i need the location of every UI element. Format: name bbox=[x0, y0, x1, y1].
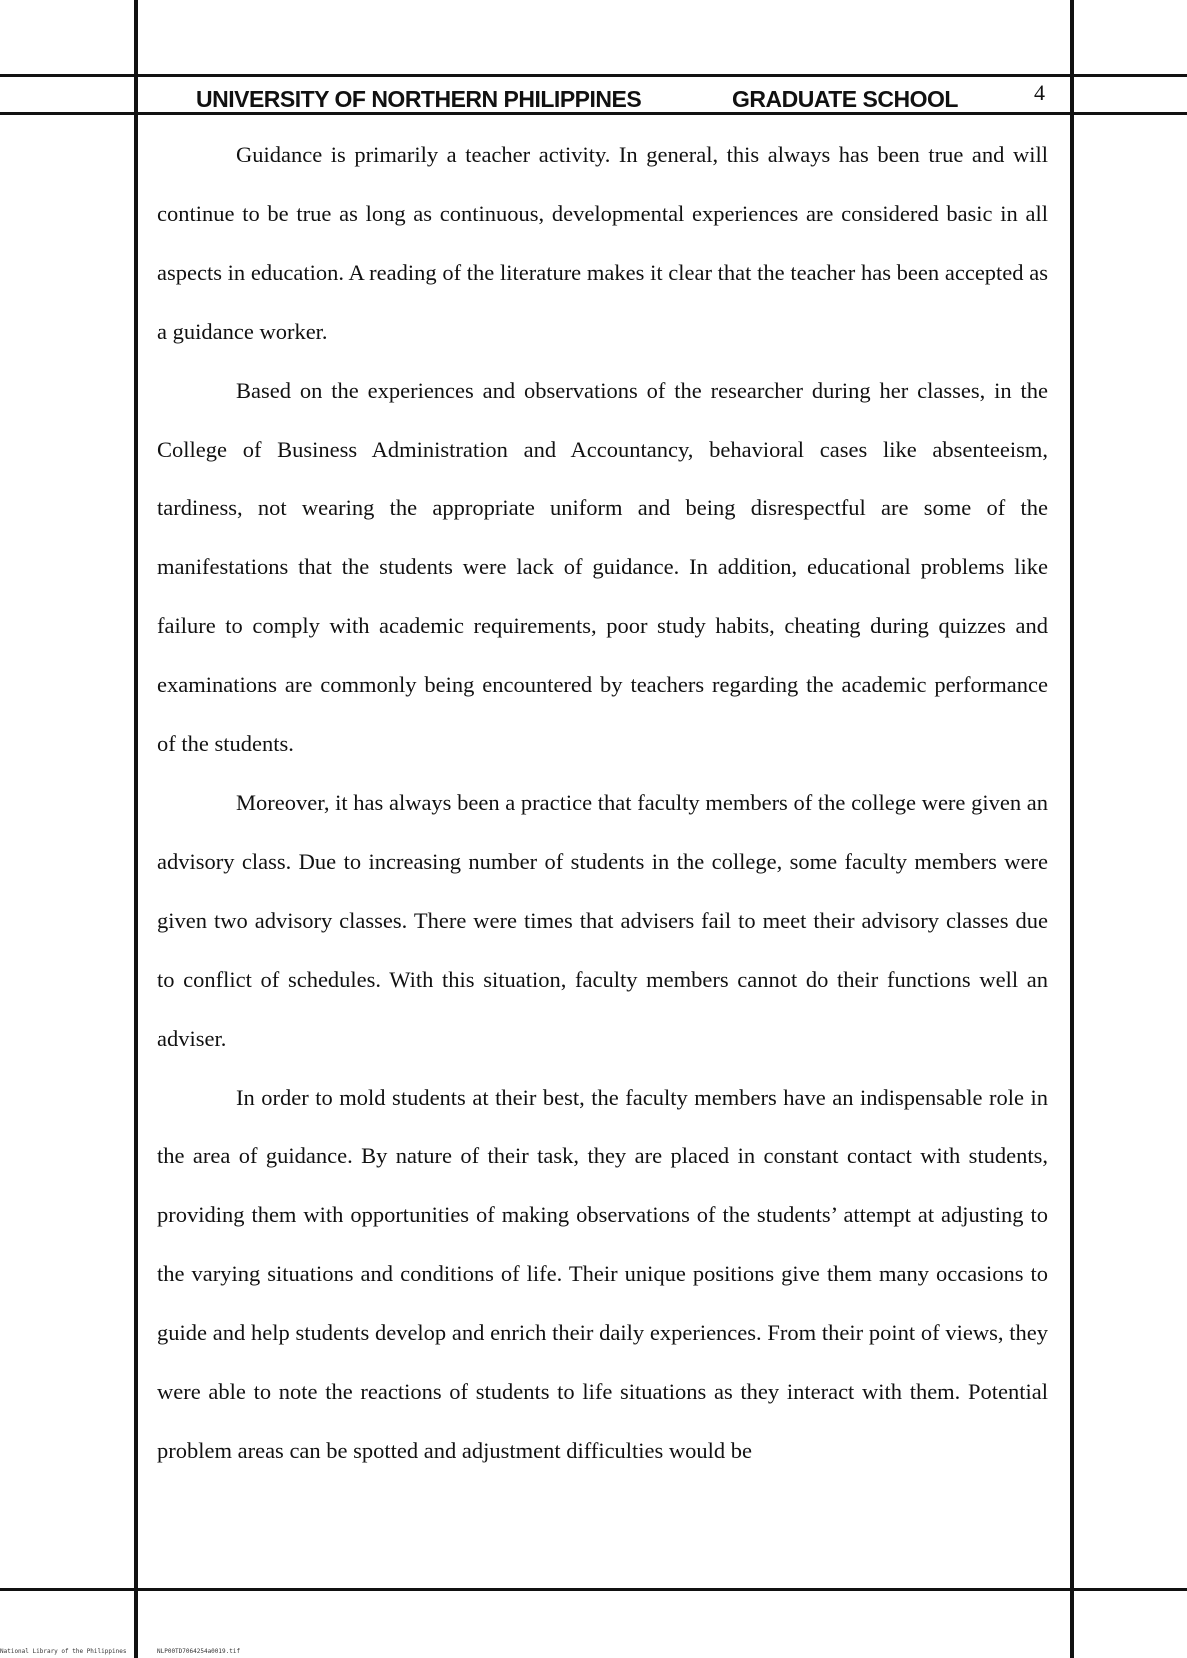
school-name: GRADUATE SCHOOL bbox=[732, 86, 958, 112]
footer-rule bbox=[0, 1588, 1187, 1591]
university-name: UNIVERSITY OF NORTHERN PHILIPPINES bbox=[196, 86, 642, 112]
left-margin-rule bbox=[134, 0, 138, 1658]
paragraph-4: In order to mold students at their best, the faculty members have an indispensable role in the area of guidance. By nature of their task, they are placed in constant contact with students, providing them with opportunities of making observations of the students’ attempt at adjusting to the varying situations and conditions of life. Their unique positions give them many occasions to guide and help students develop and enrich their daily experiences. From their point of views, they were able to note the reactions of students to life situations as they interact with them. Potential problem areas can be spotted and adjustment difficulties would be bbox=[157, 1084, 1048, 1463]
right-margin-rule bbox=[1070, 0, 1074, 1658]
body-text bbox=[157, 126, 1048, 1481]
paragraph-1: Guidance is primarily a teacher activity. In general, this always has been true and will continue to be true as long as continuous, developmental experiences are considered basic in all aspects in education. A reading of the literature makes it clear that the teacher has been accepted as a guidance worker. bbox=[157, 142, 1048, 344]
page-header bbox=[196, 80, 1066, 112]
page-number: 4 bbox=[1034, 80, 1045, 105]
paragraph-2: Based on the experiences and observations of the researcher during her classes, in the College of Business Administration and Accountancy, behavioral cases like absenteeism, tardiness, not wearing the appropriate uniform and being disrespectful are some of the manifestations that the students were lack of guidance. In addition, educational problems like failure to comply with academic requirements, poor study habits, cheating during quizzes and examinations are commonly being encountered by teachers regarding the academic performance of the students. bbox=[157, 377, 1048, 757]
file-id-footer: NLP00TD7064254a0019.tif bbox=[157, 1648, 241, 1655]
paragraph-3: Moreover, it has always been a practice that faculty members of the college were given an advisory class. Due to increasing number of students in the college, some faculty members were given two advisory classes. There were times that advisers fail to meet their advisory classes due to conflict of schedules. With this situation, faculty members cannot do their functions well an adviser. bbox=[157, 789, 1048, 1051]
library-footer: National Library of the Philippines bbox=[0, 1648, 127, 1655]
header-top-rule bbox=[0, 74, 1187, 77]
